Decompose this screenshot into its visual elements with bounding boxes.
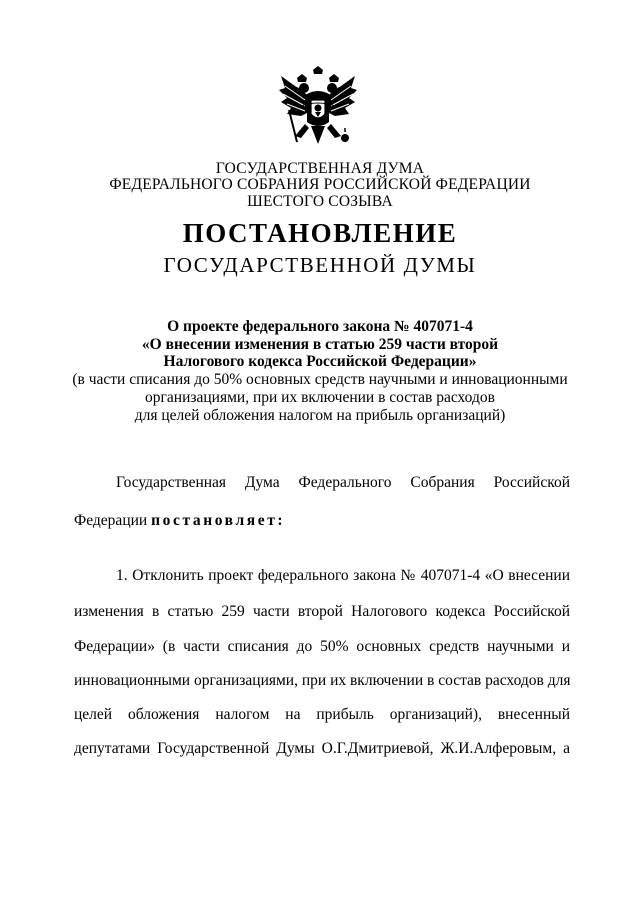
item-1-line: изменения в статью 259 части второй Налогового кодекса Российской bbox=[74, 603, 570, 620]
item-1-line: Федерации» (в части списания до 50% основных средств научными и bbox=[74, 638, 570, 655]
double-headed-eagle-icon bbox=[275, 66, 361, 156]
item-1-line: инновационными организациями, при их включении в состав расходов для bbox=[74, 672, 571, 689]
item-1-line: целей обложения налогом на прибыль организаций), внесенный bbox=[74, 706, 570, 723]
header-federal-assembly: ФЕДЕРАЛЬНОГО СОБРАНИЯ РОССИЙСКОЙ ФЕДЕРАЦИИ bbox=[109, 176, 531, 193]
subject-line: «О внесении изменения в статью 259 части второй bbox=[141, 336, 499, 353]
subject-line: Налогового кодекса Российской Федерации» bbox=[163, 353, 477, 370]
item-1-line: депутатами Государственной Думы О.Г.Дмитриевой, Ж.И.Алферовым, а bbox=[74, 740, 570, 757]
preamble-line bbox=[74, 512, 285, 530]
preamble-federation: Федерации bbox=[74, 512, 148, 529]
subject-note-line: для целей обложения налогом на прибыль организаций) bbox=[134, 407, 506, 424]
subject-line: О проекте федерального закона № 407071-4 bbox=[167, 318, 473, 335]
header-convocation: ШЕСТОГО СОЗЫВА bbox=[247, 193, 393, 210]
document-subtitle: ГОСУДАРСТВЕННОЙ ДУМЫ bbox=[163, 253, 477, 277]
subject-note-line: организациями, при их включении в состав расходов bbox=[145, 389, 495, 406]
subject-note-line: (в части списания до 50% основных средств научными и инновационными bbox=[72, 371, 568, 388]
document-title: ПОСТАНОВЛЕНИЕ bbox=[182, 218, 458, 248]
resolution-verb: постановляет: bbox=[151, 512, 286, 529]
preamble-line: Государственная Дума Федерального Собрания Российской bbox=[116, 474, 570, 491]
item-1-line: 1. Отклонить проект федерального закона № 407071-4 «О внесении bbox=[116, 567, 570, 584]
header-duma: ГОСУДАРСТВЕННАЯ ДУМА bbox=[215, 160, 425, 177]
